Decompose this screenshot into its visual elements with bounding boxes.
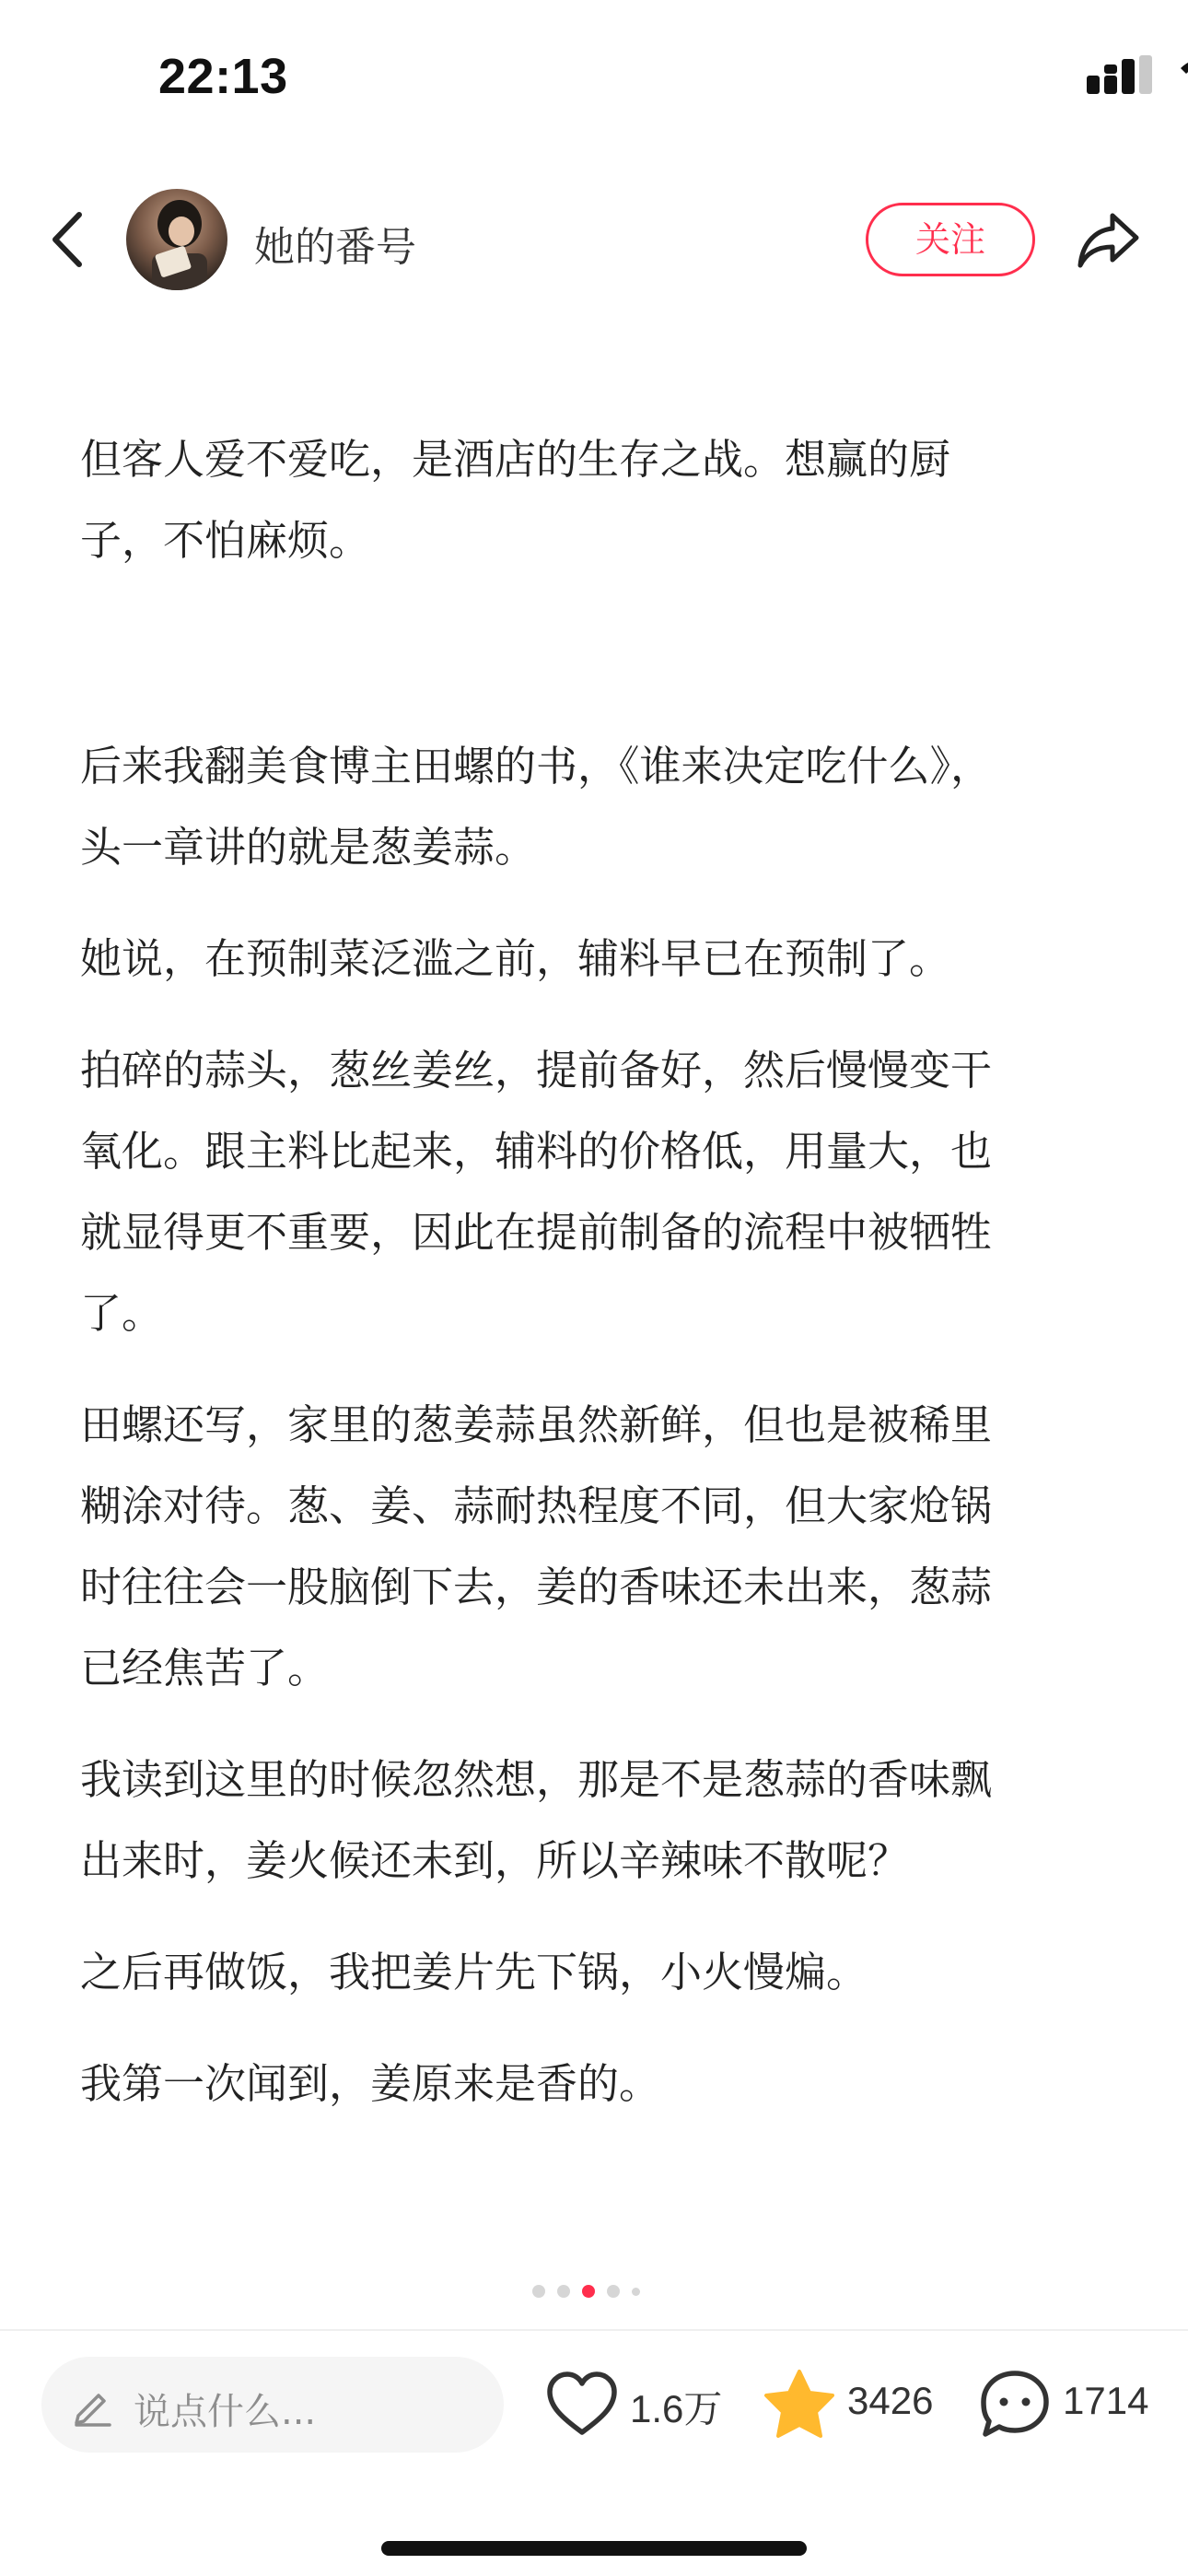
share-icon[interactable]	[1076, 208, 1142, 271]
paragraph: 我第一次闻到，姜原来是香的。	[80, 2059, 661, 2108]
paragraph: 她说，在预制菜泛滥之前，辅料早已在预制了。	[80, 934, 951, 983]
note-content	[80, 419, 1121, 2155]
paragraph: 后来我翻美食博主田螺的书，《谁来决定吃什么》， 头一章讲的就是葱姜蒜。	[80, 742, 993, 872]
page-dot-active	[582, 2285, 595, 2298]
status-time: 22:13	[158, 49, 288, 104]
comment-input[interactable]	[41, 2357, 504, 2453]
page-dot	[607, 2285, 620, 2298]
pencil-icon	[71, 2384, 113, 2427]
heart-icon	[545, 2368, 619, 2441]
comment-placeholder: 说点什么...	[134, 2391, 317, 2433]
like-count: 1.6万	[630, 2387, 723, 2430]
paragraph: 拍碎的蒜头，葱丝姜丝，提前备好，然后慢慢变干 氧化。跟主料比起来，辅料的价格低，用量大，也 就显得更不重要，因此在提前制备的流程中被牺牲 了。	[80, 1046, 993, 1338]
username[interactable]: 她的番号	[254, 224, 416, 271]
page-dot	[557, 2285, 570, 2298]
page-dot	[632, 2288, 640, 2296]
signal-icon	[1087, 55, 1160, 96]
follow-button[interactable]: 关注	[866, 203, 1035, 276]
star-icon	[761, 2368, 838, 2441]
home-indicator[interactable]	[381, 2541, 807, 2556]
avatar-image	[126, 189, 227, 290]
back-icon[interactable]	[44, 207, 90, 272]
comment-count: 1714	[1063, 2379, 1149, 2422]
wifi-icon	[1179, 55, 1188, 96]
collect-count: 3426	[847, 2379, 934, 2422]
paragraph: 但客人爱不爱吃，是酒店的生存之战。想赢的厨 子，不怕麻烦。	[80, 435, 951, 565]
paragraph: 田螺还写，家里的葱姜蒜虽然新鲜，但也是被稀里 糊涂对待。葱、姜、蒜耐热程度不同，但大家炝锅 时往往会一股脑倒下去，姜的香味还未出来，葱蒜 已经焦苦了。	[80, 1400, 993, 1692]
paragraph: 之后再做饭，我把姜片先下锅，小火慢煸。	[80, 1948, 868, 1996]
divider	[0, 2329, 1188, 2331]
paragraph: 我读到这里的时候忽然想，那是不是葱蒜的香味飘 出来时，姜火候还未到，所以辛辣味不散呢？	[80, 1755, 993, 1885]
page-dot	[532, 2285, 545, 2298]
comment-icon	[978, 2368, 1052, 2441]
avatar[interactable]	[126, 189, 227, 290]
